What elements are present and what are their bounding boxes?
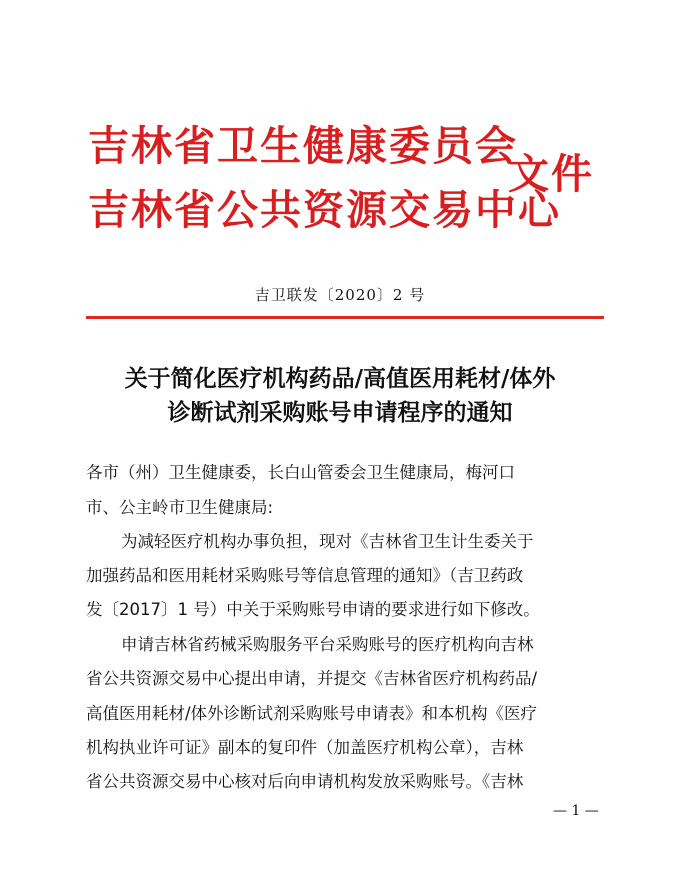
addressee-line-1: 各市（州）卫生健康委，长白山管委会卫生健康局，梅河口	[86, 463, 515, 482]
document-number: 吉卫联发〔2020〕2 号	[254, 286, 426, 304]
paragraph-2-line-4: 机构执业许可证》副本的复印件（加盖医疗机构公章），吉林	[86, 738, 524, 757]
red-divider-rule	[86, 316, 604, 319]
addressee-line-2: 市、公主岭市卫生健康局:	[86, 498, 274, 517]
issuing-org-line-1: 吉林省卫生健康委员会	[88, 122, 518, 170]
notice-title-line-1: 关于简化医疗机构药品/高值医用耗材/体外	[124, 365, 556, 392]
page-number: — 1 —	[553, 803, 599, 819]
paragraph-2-line-2: 省公共资源交易中心提出申请，并提交《吉林省医疗机构药品/	[86, 669, 538, 688]
paragraph-1-line-3: 发〔2017〕1 号）中关于采购账号申请的要求进行如下修改。	[86, 600, 540, 619]
document-type-suffix: 文件	[508, 150, 594, 198]
issuing-org-line-2: 吉林省公共资源交易中心	[88, 186, 561, 234]
paragraph-2-line-5: 省公共资源交易中心核对后向申请机构发放采购账号。《吉林	[86, 772, 524, 791]
paragraph-1-line-2: 加强药品和医用耗材采购账号等信息管理的通知》（吉卫药政	[86, 566, 524, 585]
paragraph-2-line-3: 高值医用耗材/体外诊断试剂采购账号申请表》和本机构《医疗	[86, 704, 538, 723]
notice-title-line-2: 诊断试剂采购账号申请程序的通知	[167, 399, 513, 426]
paragraph-1-line-1: 为减轻医疗机构办事负担，现对《吉林省卫生计生委关于	[121, 532, 534, 551]
paragraph-2-line-1: 申请吉林省药械采购服务平台采购账号的医疗机构向吉林	[121, 635, 534, 654]
